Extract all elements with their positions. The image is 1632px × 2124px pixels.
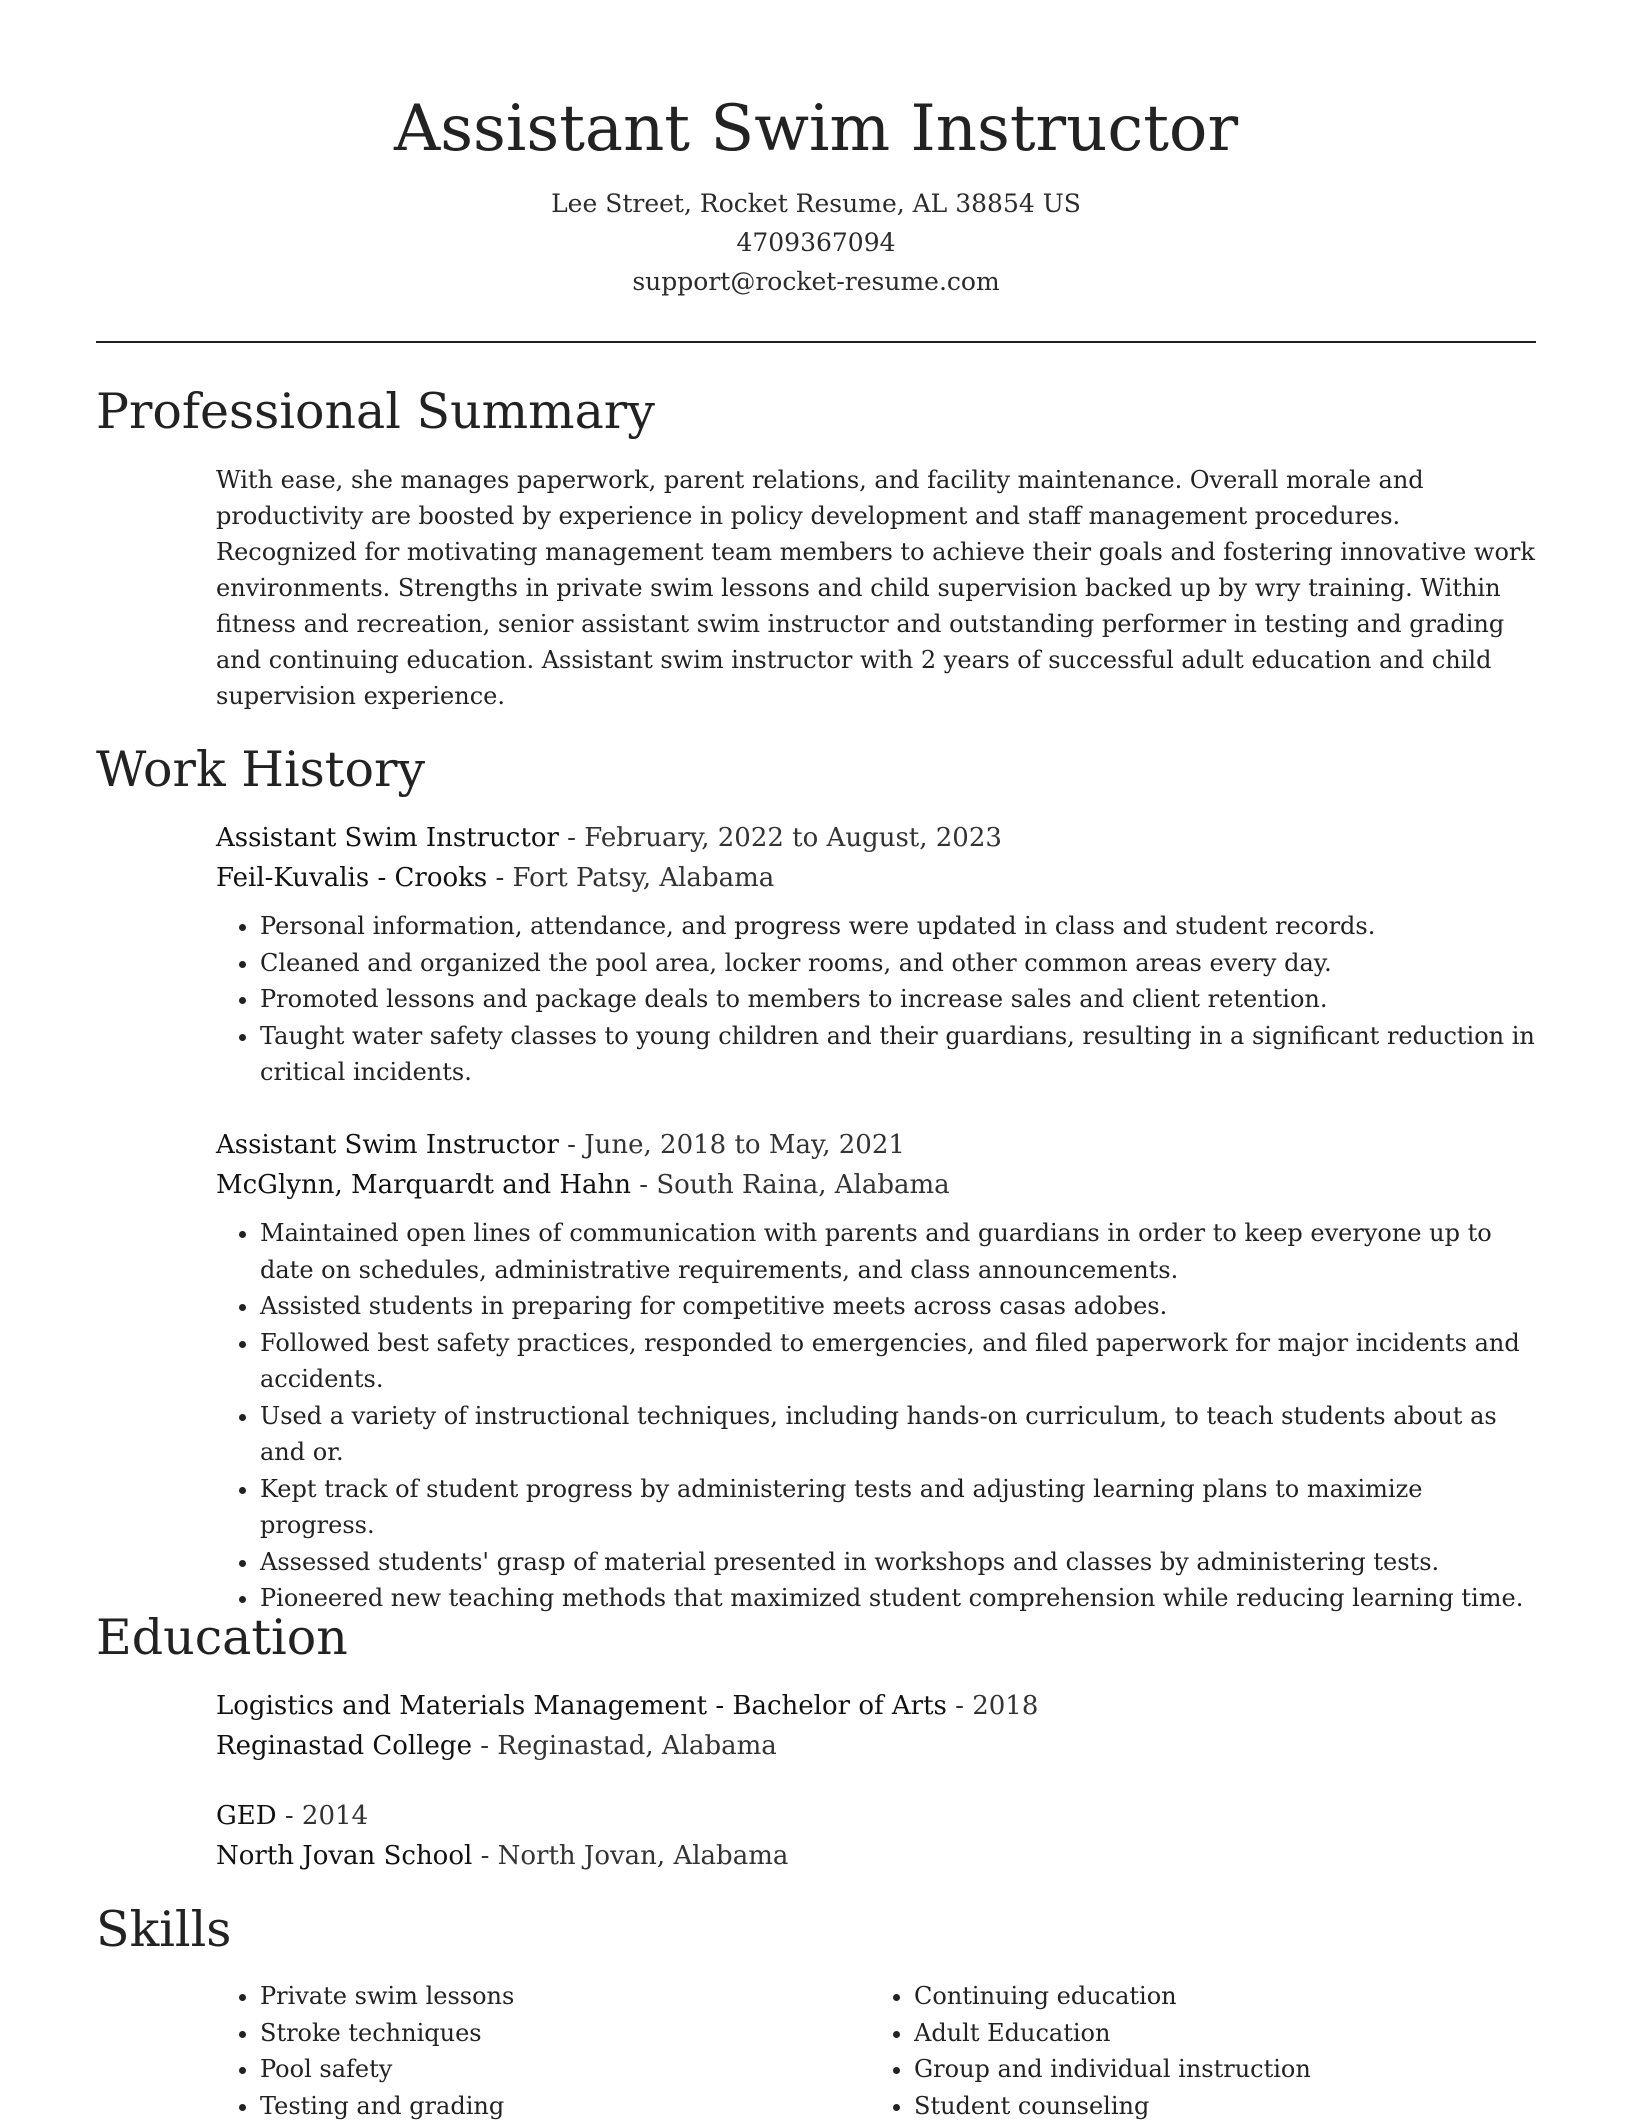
section-title-education: Education xyxy=(96,1608,348,1668)
job-bullet: • Personal information, attendance, and progress were updated in class and student records. xyxy=(260,908,1536,945)
school-line xyxy=(216,1836,1536,1876)
job-title-line xyxy=(216,818,1536,858)
school-line xyxy=(216,1726,1536,1766)
job-bullet: • Taught water safety classes to young children and their guardians, resulting in a significant reduction in critical incidents. xyxy=(260,1018,1536,1091)
skill-item: • Private swim lessons xyxy=(260,1978,870,2015)
contact-phone: 4709367094 xyxy=(0,223,1632,262)
employer-line xyxy=(216,1165,1536,1205)
degree: GED xyxy=(216,1801,277,1831)
work-entry xyxy=(216,1125,1536,1617)
skills-columns xyxy=(216,1978,1536,2124)
contact-email: support@rocket-resume.com xyxy=(0,262,1632,301)
resume-header xyxy=(0,0,1632,301)
job-title: Assistant Swim Instructor xyxy=(216,823,559,853)
employer-name: McGlynn, Marquardt and Hahn xyxy=(216,1170,631,1200)
contact-block xyxy=(0,184,1632,301)
job-bullet: • Cleaned and organized the pool area, locker rooms, and other common areas every day. xyxy=(260,945,1536,982)
skill-item: • Adult Education xyxy=(914,2015,1524,2052)
job-bullet: • Used a variety of instructional techniques, including hands-on curriculum, to teach students about as and or. xyxy=(260,1398,1536,1471)
contact-address: Lee Street, Rocket Resume, AL 38854 US xyxy=(0,184,1632,223)
job-bullet: • Promoted lessons and package deals to members to increase sales and client retention. xyxy=(260,981,1536,1018)
job-bullet: • Pioneered new teaching methods that maximized student comprehension while reducing learning time. xyxy=(260,1580,1536,1617)
skill-item: • Pool safety xyxy=(260,2051,870,2088)
work-entry xyxy=(216,818,1536,1091)
employer-location: - South Raina, Alabama xyxy=(631,1170,950,1200)
job-bullet: • Assessed students' grasp of material presented in workshops and classes by administering tests. xyxy=(260,1544,1536,1581)
employer-name: Feil-Kuvalis - Crooks xyxy=(216,863,487,893)
school-location: - North Jovan, Alabama xyxy=(472,1841,788,1871)
skill-item: • Student counseling xyxy=(914,2088,1524,2124)
job-bullets xyxy=(216,1215,1536,1617)
header-divider xyxy=(96,341,1536,343)
job-bullet: • Kept track of student progress by administering tests and adjusting learning plans to maximize progress. xyxy=(260,1471,1536,1544)
job-bullets xyxy=(216,908,1536,1091)
education-entry xyxy=(216,1686,1536,1766)
school-name: Reginastad College xyxy=(216,1731,472,1761)
skill-item: • Continuing education xyxy=(914,1978,1524,2015)
job-bullet: • Maintained open lines of communication with parents and guardians in order to keep everyone up to date on schedules, administrative requirements, and class announcements. xyxy=(260,1215,1536,1288)
skills-list-left xyxy=(216,1978,870,2124)
degree-year: - 2018 xyxy=(947,1691,1038,1721)
job-dates: - February, 2022 to August, 2023 xyxy=(559,823,1002,853)
job-bullet: • Assisted students in preparing for competitive meets across casas adobes. xyxy=(260,1288,1536,1325)
section-title-summary: Professional Summary xyxy=(96,382,655,442)
skill-item: • Stroke techniques xyxy=(260,2015,870,2052)
section-title-skills: Skills xyxy=(96,1900,231,1960)
education-entry xyxy=(216,1796,1536,1876)
degree: Logistics and Materials Management - Bachelor of Arts xyxy=(216,1691,947,1721)
employer-location: - Fort Patsy, Alabama xyxy=(487,863,774,893)
job-title: Assistant Swim Instructor xyxy=(216,1130,559,1160)
skill-item: • Group and individual instruction xyxy=(914,2051,1524,2088)
school-name: North Jovan School xyxy=(216,1841,472,1871)
skill-item: • Testing and grading xyxy=(260,2088,870,2124)
degree-line xyxy=(216,1686,1536,1726)
job-dates: - June, 2018 to May, 2021 xyxy=(559,1130,905,1160)
job-title-line xyxy=(216,1125,1536,1165)
employer-line xyxy=(216,858,1536,898)
section-title-work: Work History xyxy=(96,740,425,800)
summary-text: With ease, she manages paperwork, parent relations, and facility maintenance. Overall morale and productivity are boosted by experience in policy development and staff management procedures. Recognized for motivating management team members to achieve their goals and fostering innovative work environments. Strengths in private swim lessons and child supervision backed up by wry training. Within fitness and recreation, senior assistant swim instructor and outstanding performer in testing and grading and continuing education. Assistant swim instructor with 2 years of successful adult education and child supervision experience. xyxy=(216,462,1536,714)
school-location: - Reginastad, Alabama xyxy=(472,1731,777,1761)
degree-year: - 2014 xyxy=(277,1801,368,1831)
candidate-title: Assistant Swim Instructor xyxy=(0,84,1632,174)
summary-body xyxy=(216,462,1536,714)
degree-line xyxy=(216,1796,1536,1836)
skills-list-right xyxy=(870,1978,1524,2124)
job-bullet: • Followed best safety practices, responded to emergencies, and filed paperwork for major incidents and accidents. xyxy=(260,1325,1536,1398)
